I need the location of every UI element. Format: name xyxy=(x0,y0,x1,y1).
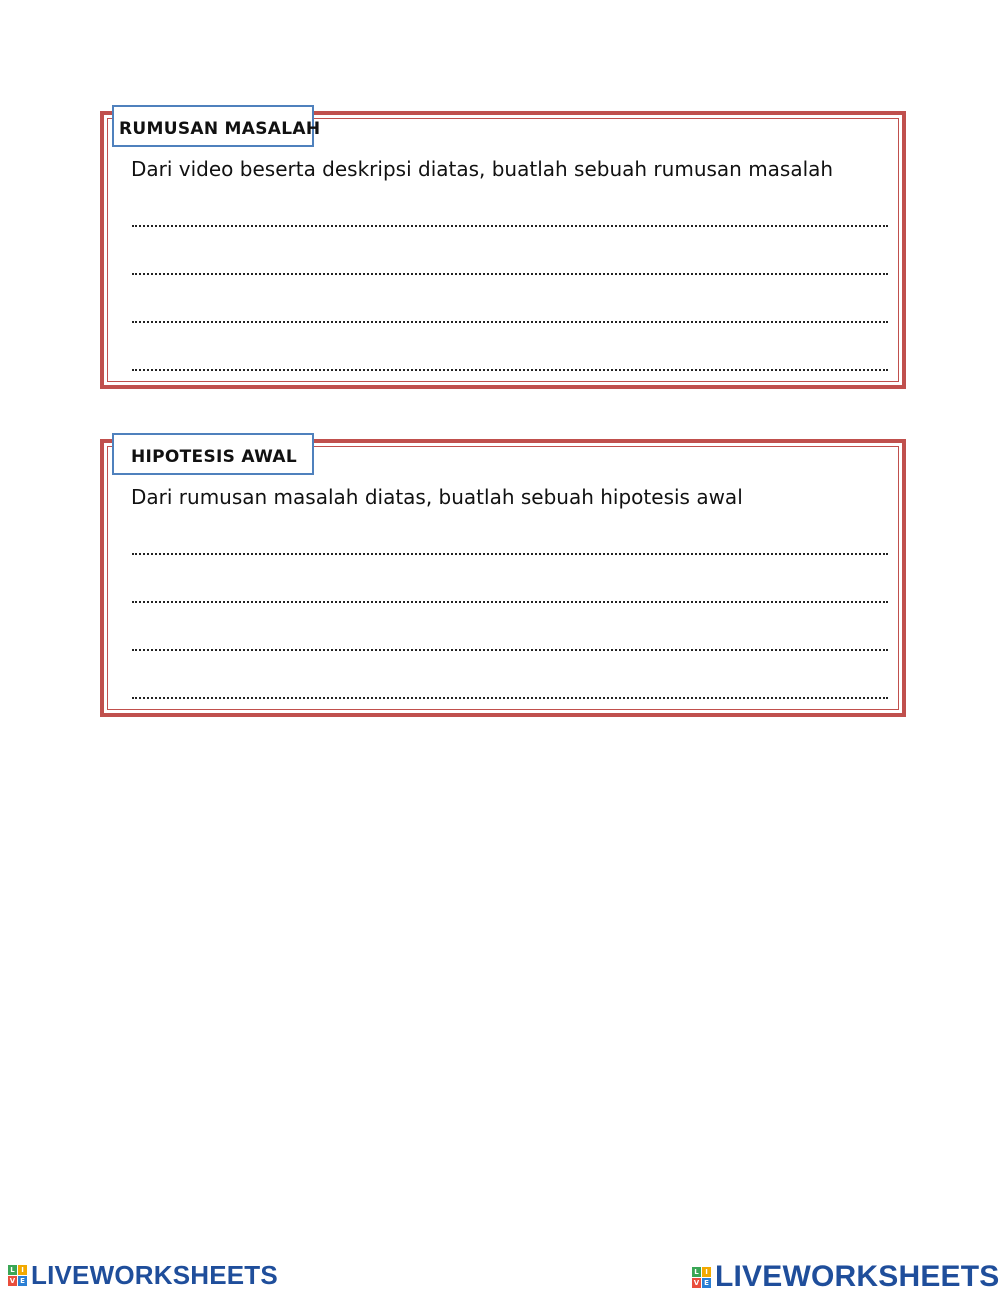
rumusan-masalah-section xyxy=(100,111,906,389)
answer-line-1[interactable] xyxy=(132,553,888,555)
answer-line-2[interactable] xyxy=(132,273,888,275)
brand-wordmark: LIVEWORKSHEETS xyxy=(31,1260,278,1290)
liveworksheets-logo-icon: L I V E xyxy=(692,1267,711,1288)
answer-line-4[interactable] xyxy=(132,369,888,371)
brand-wordmark: LIVEWORKSHEETS xyxy=(715,1260,1000,1293)
section-title: RUMUSAN MASALAH xyxy=(119,119,321,139)
section-title: HIPOTESIS AWAL xyxy=(131,447,297,467)
answer-line-3[interactable] xyxy=(132,649,888,651)
answer-line-3[interactable] xyxy=(132,321,888,323)
hipotesis-awal-section xyxy=(100,439,906,717)
answer-line-4[interactable] xyxy=(132,697,888,699)
section-instruction: Dari rumusan masalah diatas, buatlah sebuah hipotesis awal xyxy=(131,485,743,509)
liveworksheets-brand-left xyxy=(8,1260,278,1291)
liveworksheets-brand-right xyxy=(692,1260,1000,1294)
liveworksheets-logo-icon: L I V E xyxy=(8,1265,27,1286)
answer-line-2[interactable] xyxy=(132,601,888,603)
section-instruction: Dari video beserta deskripsi diatas, buatlah sebuah rumusan masalah xyxy=(131,157,834,181)
answer-line-1[interactable] xyxy=(132,225,888,227)
